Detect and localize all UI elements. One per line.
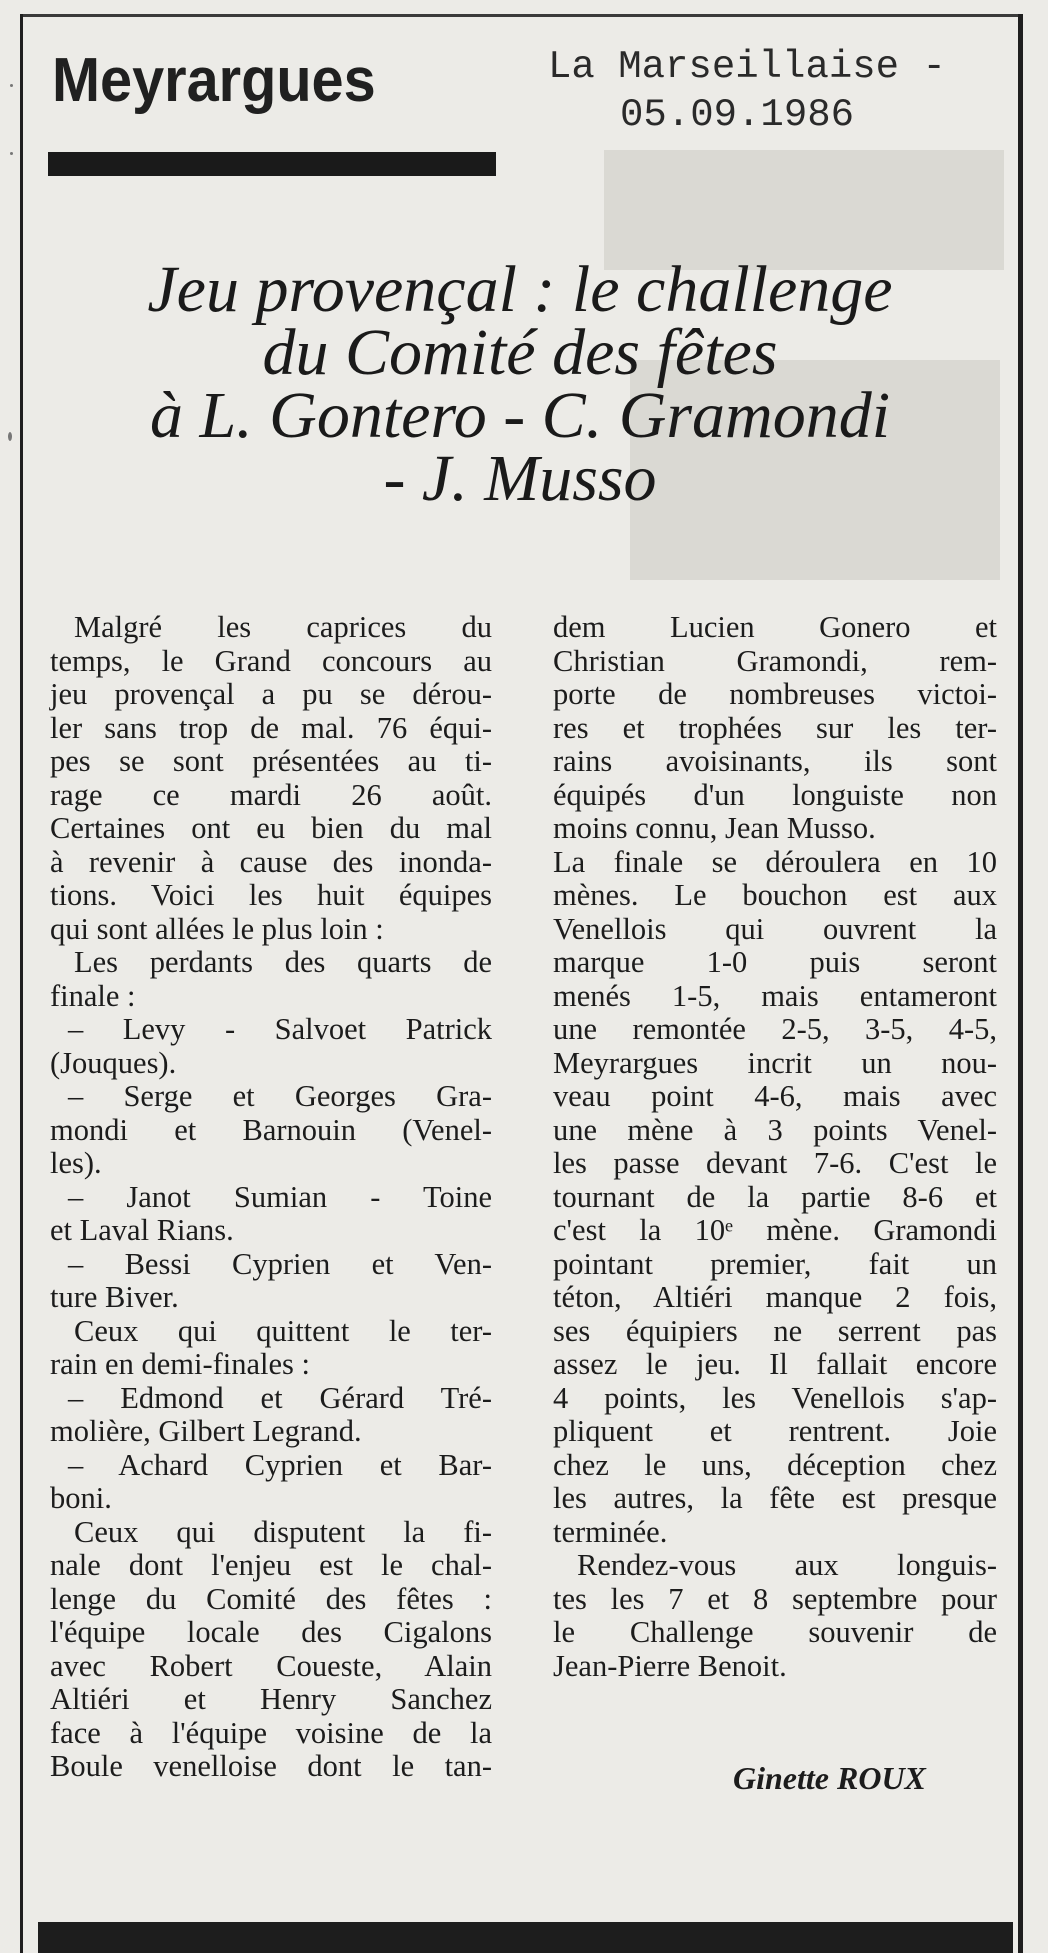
text-line: pes se sont présentées au ti-: [50, 744, 492, 778]
text-line: Les perdants des quarts de: [74, 945, 492, 979]
text-line: – Janot Sumian - Toine: [68, 1179, 492, 1214]
text-line: ture Biver.: [50, 1280, 179, 1314]
newspaper-name: La Marseillaise -: [548, 45, 946, 89]
text-line: rage ce mardi 26 août.: [50, 777, 492, 812]
text-line: face à l'équipe voisine de la: [50, 1715, 492, 1750]
text-line: Boule venelloise dont le tan-: [50, 1749, 492, 1783]
scan-speck: [10, 84, 13, 87]
text-line: Christian Gramondi, rem-: [553, 643, 997, 678]
page-frame-right: [1018, 14, 1023, 1953]
text-line: ler sans trop de mal. 76 équi-: [50, 710, 492, 745]
headline-line: Jeu provençal : le challenge: [147, 253, 893, 326]
text-line: avec Robert Coueste, Alain: [50, 1648, 492, 1683]
text-line: les).: [50, 1146, 102, 1180]
text-line: tes les 7 et 8 septembre pour: [553, 1581, 997, 1616]
text-line: Ceux qui disputent la fi-: [74, 1514, 492, 1549]
article-column-left: [50, 611, 492, 1784]
bleed-through-shadow: [604, 150, 1004, 270]
text-line: l'équipe locale des Cigalons: [50, 1615, 492, 1649]
text-line: mondi et Barnouin (Venel-: [50, 1112, 492, 1147]
text-line: mènes. Le bouchon est aux: [553, 878, 997, 912]
author-signature: Ginette ROUX: [733, 1760, 926, 1796]
text-line: Meyrargues incrit un nou-: [553, 1045, 997, 1080]
text-line: boni.: [50, 1481, 112, 1515]
text-line: – Bessi Cyprien et Ven-: [68, 1246, 492, 1281]
text-line: le Challenge souvenir de: [553, 1615, 997, 1649]
text-line: jeu provençal a pu se dérou-: [50, 677, 492, 711]
header-rule: [48, 152, 496, 176]
text-line: pointant premier, fait un: [553, 1246, 997, 1281]
text-line: équipés d'un longuiste non: [553, 777, 997, 812]
text-line: terminée.: [553, 1514, 668, 1549]
text-line: – Levy - Salvoet Patrick: [68, 1012, 492, 1046]
text-line: res et trophées sur les ter-: [553, 710, 997, 745]
text-line: Ceux qui quittent le ter-: [74, 1313, 492, 1348]
text-line: Venellois qui ouvrent la: [553, 911, 997, 946]
text-line: (Jouques).: [50, 1045, 177, 1080]
text-line: à revenir à cause des inonda-: [50, 844, 492, 879]
text-line: moins connu, Jean Musso.: [553, 811, 876, 845]
text-line: rain en demi-finales :: [50, 1347, 310, 1381]
text-line: les passe devant 7-6. C'est le: [553, 1146, 997, 1180]
headline-line: - J. Musso: [383, 442, 657, 515]
page-frame-top: [20, 14, 1020, 17]
bottom-rule: [38, 1922, 1013, 1953]
text-line: Malgré les caprices du: [74, 610, 492, 644]
text-line: – Edmond et Gérard Tré-: [68, 1380, 492, 1415]
text-line: et Laval Rians.: [50, 1213, 234, 1247]
text-line: assez le jeu. Il fallait encore: [553, 1347, 997, 1381]
text-line: finale :: [50, 978, 136, 1013]
text-line: c'est la 10ᵉ mène. Gramondi: [553, 1213, 997, 1247]
text-line: Certaines ont eu bien du mal: [50, 811, 492, 845]
page-frame-left: [20, 14, 23, 1953]
text-line: – Achard Cyprien et Bar-: [68, 1447, 492, 1482]
text-line: une remontée 2-5, 3-5, 4-5,: [553, 1012, 997, 1046]
text-line: ses équipiers ne serrent pas: [553, 1313, 997, 1348]
text-line: veau point 4-6, mais avec: [553, 1079, 997, 1113]
text-line: molière, Gilbert Legrand.: [50, 1414, 362, 1448]
text-line: tournant de la partie 8-6 et: [553, 1179, 997, 1214]
text-line: Rendez-vous aux longuis-: [577, 1548, 997, 1582]
publication-date: 05.09.1986: [620, 93, 855, 137]
text-line: une mène à 3 points Venel-: [553, 1112, 997, 1147]
text-line: dem Lucien Gonero et: [553, 610, 997, 644]
text-line: qui sont allées le plus loin :: [50, 911, 384, 946]
text-line: nale dont l'enjeu est le chal-: [50, 1548, 492, 1582]
text-line: tions. Voici les huit équipes: [50, 878, 492, 912]
article-headline: [60, 253, 980, 515]
scan-speck: [10, 152, 13, 155]
text-line: menés 1-5, mais entameront: [553, 978, 997, 1013]
text-line: Jean-Pierre Benoit.: [553, 1648, 787, 1683]
text-line: rains avoisinants, ils sont: [553, 744, 997, 778]
text-line: temps, le Grand concours au: [50, 643, 492, 678]
text-line: pliquent et rentrent. Joie: [553, 1414, 997, 1448]
scan-speck: [8, 432, 12, 441]
text-line: téton, Altiéri manque 2 fois,: [553, 1280, 997, 1314]
location-heading: Meyrargues: [52, 46, 376, 115]
text-line: les autres, la fête est presque: [553, 1481, 997, 1515]
text-line: porte de nombreuses victoi-: [553, 677, 997, 711]
headline-line: à L. Gontero - C. Gramondi: [149, 379, 891, 452]
text-line: lenge du Comité des fêtes :: [50, 1581, 492, 1616]
headline-line: du Comité des fêtes: [262, 316, 778, 389]
text-line: La finale se déroulera en 10: [553, 844, 997, 879]
article-column-right: [553, 611, 997, 1683]
text-line: marque 1-0 puis seront: [553, 945, 997, 979]
text-line: chez le uns, déception chez: [553, 1447, 997, 1482]
text-line: – Serge et Georges Gra-: [68, 1079, 492, 1113]
text-line: Altiéri et Henry Sanchez: [50, 1682, 492, 1716]
text-line: 4 points, les Venellois s'ap-: [553, 1380, 997, 1415]
